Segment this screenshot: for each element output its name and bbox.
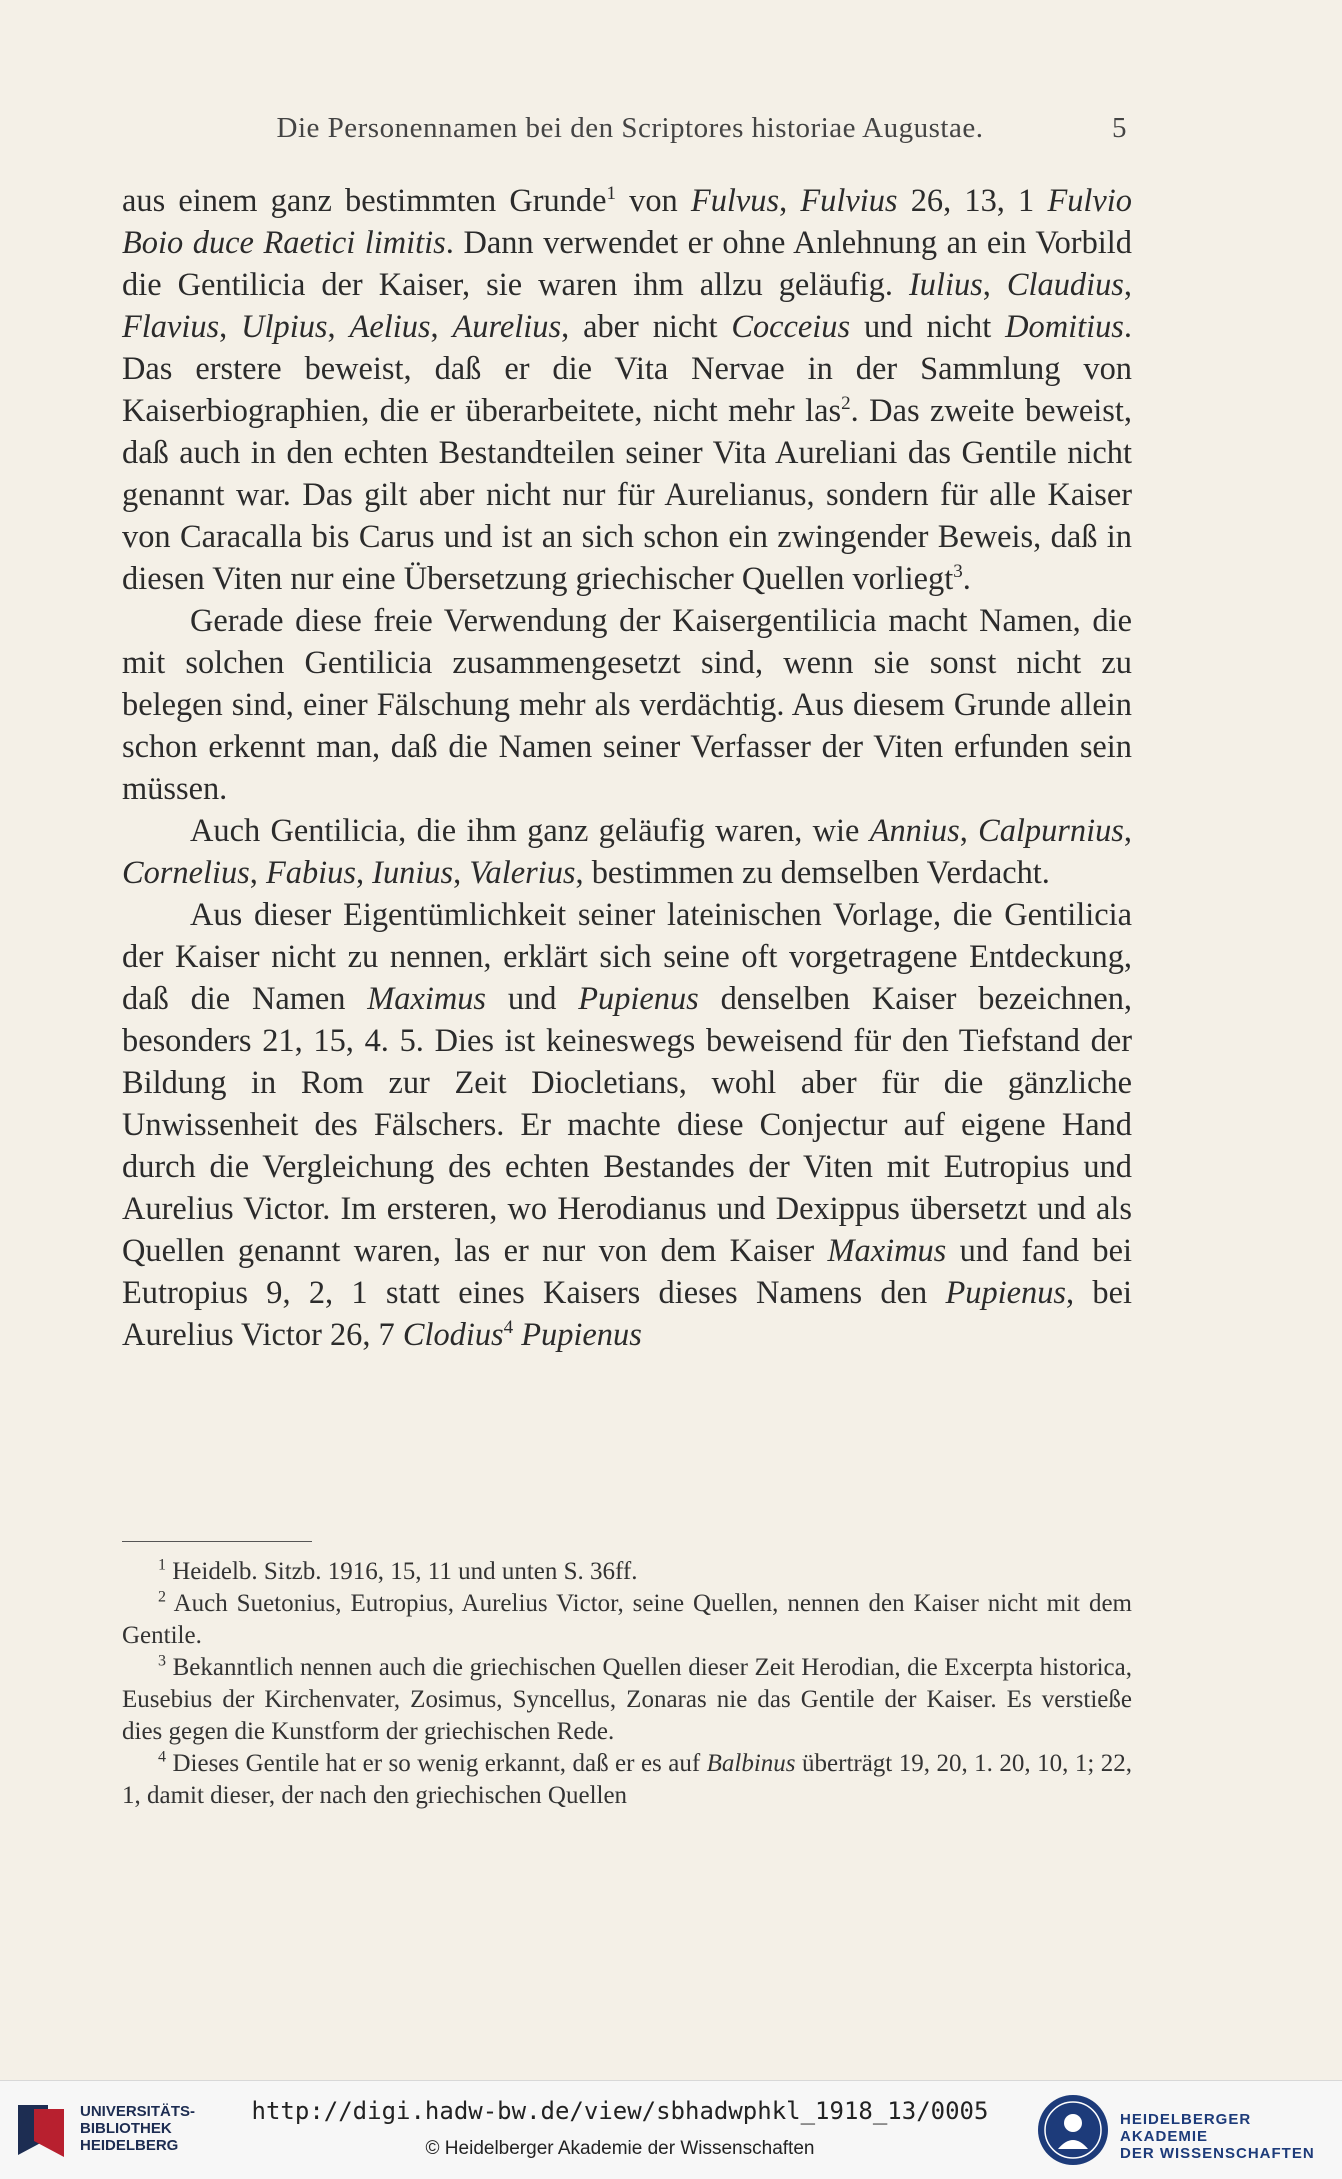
italic-name: Fulvius bbox=[800, 183, 898, 219]
italic-name: Annius bbox=[869, 813, 960, 849]
italic-name: Pupienus bbox=[578, 981, 699, 1017]
text-run: , bbox=[249, 855, 266, 891]
footnote-number: 3 bbox=[158, 1652, 166, 1670]
italic-name: Valerius bbox=[469, 855, 576, 891]
footnote-number: 1 bbox=[158, 1556, 166, 1574]
page-number: 5 bbox=[1112, 112, 1127, 144]
text-run: Bekanntlich nennen auch die griechischen Quellen dieser Zeit Herodian, die Excerpta historica, Eusebius der Kirchenvater, Zosimus, Syncellus, Zonaras nie das Gentile der Kaiser. Es verstieße dies gegen die Kunstform der griechischen Rede. bbox=[122, 1654, 1132, 1745]
text-run: . Das zweite beweist, daß auch in den echten Bestandteilen seiner Vita Aureliani das Gentile nicht genannt war. Das gilt aber nicht nur für Aurelianus, sondern für alle Kaiser von Caracalla bis Carus und ist an sich schon ein zwingender Beweis, daß in diesen Viten nur eine Übersetzung griechischer Quellen vorliegt bbox=[122, 393, 1132, 597]
italic-name: Ulpius bbox=[241, 309, 328, 345]
footnote-reference: 2 bbox=[841, 393, 851, 415]
text-run: und nicht bbox=[850, 309, 1006, 345]
text-run: , bbox=[779, 183, 801, 219]
text-run: , bbox=[453, 855, 470, 891]
academy-line: DER WISSENSCHAFTEN bbox=[1120, 2145, 1315, 2162]
text-run: Auch Suetonius, Eutropius, Aurelius Victor, seine Quellen, nennen den Kaiser nicht mit dem Gentile. bbox=[122, 1590, 1132, 1649]
text-run: 26, 13, 1 bbox=[897, 183, 1048, 219]
footnote bbox=[122, 1556, 1132, 1588]
italic-name: Balbinus bbox=[706, 1750, 796, 1777]
text-run: Heidelb. Sitzb. 1916, 15, 11 und unten S. 36ff. bbox=[166, 1558, 638, 1585]
italic-name: Domitius bbox=[1005, 309, 1124, 345]
text-run: , bbox=[355, 855, 373, 891]
italic-name: Maximus bbox=[827, 1233, 947, 1269]
text-run: Dieses Gentile hat er so wenig erkannt, daß er es auf bbox=[166, 1750, 707, 1777]
paragraph bbox=[122, 810, 1132, 894]
academy-line: HEIDELBERGER AKADEMIE bbox=[1120, 2111, 1252, 2145]
library-line: BIBLIOTHEK bbox=[80, 2120, 172, 2137]
italic-name: Claudius bbox=[1006, 267, 1124, 303]
text-run: , bbox=[219, 309, 242, 345]
university-library-name bbox=[80, 2103, 195, 2154]
italic-name: Calpurnius bbox=[978, 813, 1124, 849]
text-run: , bei Aurelius Victor 26, 7 bbox=[122, 1275, 1132, 1353]
text-run: Aus dieser Eigentümlichkeit seiner lateinischen Vorlage, die Gentilicia der Kaiser nicht zu nennen, erklärt sich seine oft vorgetragene Entdeckung, daß die Namen bbox=[122, 897, 1132, 1017]
viewer-footer bbox=[0, 2080, 1342, 2179]
library-line: HEIDELBERG bbox=[80, 2137, 179, 2154]
italic-name: Fulvus bbox=[690, 183, 780, 219]
paragraph bbox=[122, 894, 1132, 1356]
italic-name: Aurelius bbox=[452, 309, 562, 345]
italic-name: Aelius bbox=[349, 309, 431, 345]
footnote bbox=[122, 1588, 1132, 1652]
text-run: , bbox=[982, 267, 1007, 303]
text-run: , bbox=[1123, 813, 1133, 849]
text-run: aus einem ganz bestimmten Grunde bbox=[122, 183, 607, 219]
text-run: von bbox=[615, 183, 691, 219]
italic-name: Iunius bbox=[372, 855, 454, 891]
running-title: Die Personennamen bei den Scriptores historiae Augustae. bbox=[276, 112, 984, 144]
text-run: , bbox=[327, 309, 350, 345]
academy-seal-icon[interactable] bbox=[1036, 2093, 1110, 2167]
footnote bbox=[122, 1748, 1132, 1812]
library-line: UNIVERSITÄTS- bbox=[80, 2103, 196, 2120]
footnote-rule bbox=[122, 1541, 312, 1542]
italic-name: Fulvio Boio duce Raetici limitis bbox=[122, 183, 1132, 261]
italic-name: Fabius bbox=[265, 855, 356, 891]
text-run: und bbox=[486, 981, 579, 1017]
footnote-reference: 3 bbox=[953, 561, 963, 583]
permalink-url[interactable]: http://digi.hadw-bw.de/view/sbhadwphkl_1918_13/0005 bbox=[251, 2097, 989, 2125]
footnote-number: 2 bbox=[158, 1588, 166, 1606]
italic-name: Pupienus bbox=[521, 1317, 642, 1353]
text-run: , bestimmen zu demselben Verdacht. bbox=[575, 855, 1050, 891]
text-run: . Das erstere beweist, daß er die Vita Nervae in der Sammlung von Kaiserbiographien, die er überarbeitete, nicht mehr las bbox=[122, 309, 1133, 429]
footnote-reference: 1 bbox=[606, 183, 616, 205]
paragraph bbox=[122, 600, 1132, 810]
footnote-reference: 4 bbox=[503, 1317, 514, 1339]
text-run: , bbox=[430, 309, 453, 345]
italic-name: Clodius bbox=[402, 1317, 504, 1353]
italic-name: Maximus bbox=[367, 981, 487, 1017]
footnote bbox=[122, 1652, 1132, 1748]
page-header bbox=[0, 112, 1342, 152]
text-run: überträgt 19, 20, 1. 20, 10, 1; 22, 1, damit dieser, der nach den griechischen Quellen bbox=[122, 1750, 1132, 1809]
footnote-number: 4 bbox=[158, 1748, 166, 1766]
italic-name: Flavius bbox=[122, 309, 220, 345]
italic-name: Pupienus bbox=[945, 1275, 1067, 1311]
text-run: . bbox=[962, 561, 971, 597]
text-run: , bbox=[1123, 267, 1132, 303]
text-run: Auch Gentilicia, die ihm ganz geläufig waren, wie bbox=[190, 813, 870, 849]
footnotes bbox=[122, 1556, 1132, 1812]
text-run: , bbox=[959, 813, 979, 849]
academy-name bbox=[1120, 2111, 1342, 2162]
copyright-notice: © Heidelberger Akademie der Wissenschaften bbox=[425, 2138, 815, 2159]
italic-name: Cornelius bbox=[122, 855, 250, 891]
text-run: . Dann verwendet er ohne Anlehnung an ein Vorbild die Gentilicia der Kaiser, sie waren ihm allzu geläufig. bbox=[122, 225, 1132, 303]
text-run: , aber nicht bbox=[561, 309, 732, 345]
italic-name: Iulius bbox=[908, 267, 983, 303]
university-library-logo[interactable] bbox=[14, 2099, 68, 2161]
text-run: denselben Kaiser bezeichnen, besonders 21, 15, 4. 5. Dies ist keineswegs beweisend für den Tiefstand der Bildung in Rom zur Zeit Diocletians, wohl aber für die gänzliche Unwissenheit des Fälschers. Er machte diese Conjectur auf eigene Hand durch die Vergleichung des echten Bestandes der Viten mit Eutropius und Aurelius Victor. Im ersteren, wo Herodianus und Dexippus übersetzt und als Quellen genannt waren, las er nur von dem Kaiser bbox=[122, 981, 1132, 1269]
text-run: Gerade diese freie Verwendung der Kaisergentilicia macht Namen, die mit solchen Gentilicia zusammengesetzt sind, wenn sie sonst nicht zu belegen sind, einer Fälschung mehr als verdächtig. Aus diesem Grunde allein schon erkennt man, daß die Namen seiner Verfasser der Viten erfunden sein müssen. bbox=[122, 603, 1132, 807]
paragraph bbox=[122, 180, 1132, 600]
italic-name: Cocceius bbox=[731, 309, 851, 345]
text-run: und fand bei Eutropius 9, 2, 1 statt eines Kaisers dieses Namens den bbox=[122, 1233, 1132, 1311]
body-text bbox=[122, 180, 1132, 1356]
